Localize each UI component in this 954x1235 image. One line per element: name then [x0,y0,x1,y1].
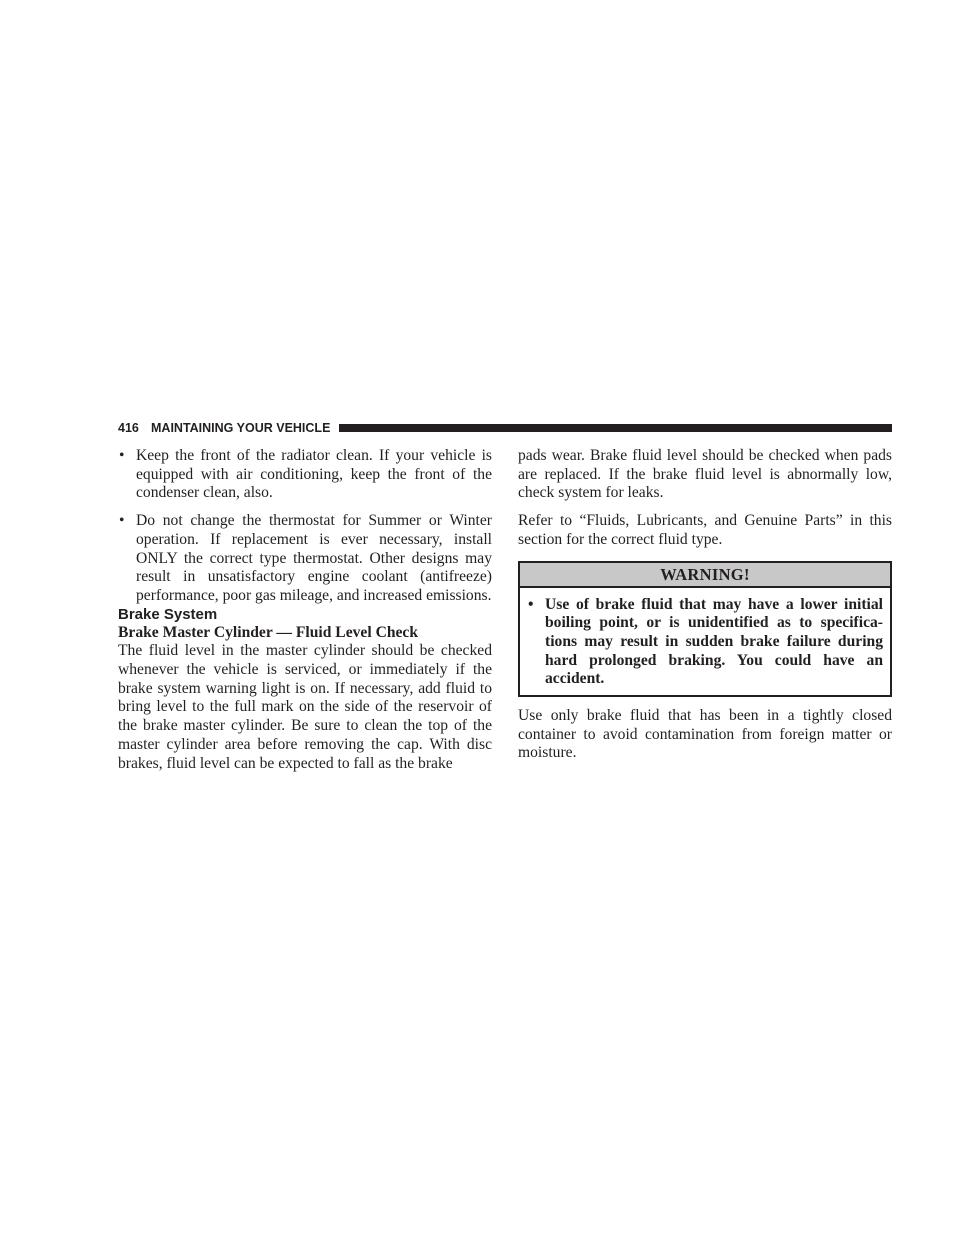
bullet-glyph: • [528,595,534,613]
warning-box [518,561,892,698]
left-column [118,447,492,773]
bullet-glyph: • [119,447,125,464]
section-title: MAINTAINING YOUR VEHICLE [151,421,331,435]
body-paragraph: Refer to “Fluids, Lubricants, and Genuine Parts” in this section for the correct fluid type. [518,512,892,548]
body-paragraph: The fluid level in the master cylinder should be checked whenever the vehicle is serviced, or immediately if the brake system warning light is on. If necessary, add fluid to bring level to the full mark on the side of the reservoir of the brake master cylinder. Be sure to clean the top of the master cylinder area before removing the cap. With disc brakes, fluid level can be expected to fall as the brake [118,642,492,772]
list-item-text: Do not change the thermostat for Summer or Winter operation. If replacement is ever necessary, install ONLY the correct type thermostat. Other designs may result in unsatisfactory engine coolant (antifreeze) performance, poor gas mileage, and increased emissions. [136,512,492,604]
right-column [518,447,892,763]
warning-body [520,588,890,696]
list-item [118,447,492,503]
warning-title: WARNING! [520,563,890,588]
page-header [118,420,892,436]
page-number: 416 [118,421,139,435]
header-rule [339,424,892,432]
list-item [527,596,883,690]
section-heading: Brake System [118,605,218,623]
bullet-glyph: • [119,512,125,530]
body-paragraph: Use only brake fluid that has been in a tightly closed container to avoid contamination from foreign matter or moisture. [518,707,892,762]
subsection-heading: Brake Master Cylinder — Fluid Level Check [118,623,419,641]
list-item [118,512,492,606]
body-paragraph: pads wear. Brake fluid level should be checked when pads are replaced. If the brake fluid level is abnormally low, check system for leaks. [518,447,892,502]
list-item-text: Keep the front of the radiator clean. If your vehicle is equipped with air conditioning, keep the front of the condenser clean, also. [136,447,492,502]
warning-text: Use of brake fluid that may have a lower initial boiling point, or is unidentified as to specifica-tions may result in sudden brake failure during hard prolonged braking. You could have an accident. [545,595,883,688]
